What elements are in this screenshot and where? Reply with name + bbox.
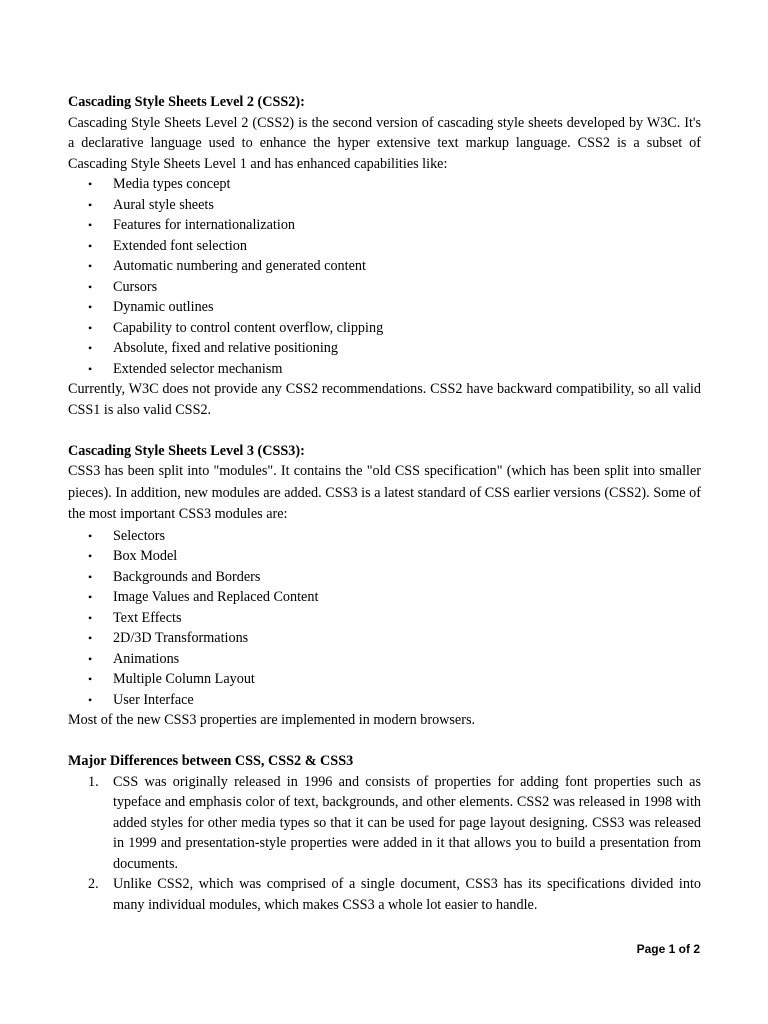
list-item: • Cursors [68, 277, 701, 298]
bullet-icon: • [88, 238, 93, 253]
list-item: • Extended font selection [68, 236, 701, 257]
bullet-icon: • [88, 631, 93, 645]
differences-list [68, 772, 701, 916]
bullet-icon: • [88, 590, 93, 604]
list-item: • Automatic numbering and generated content [68, 256, 701, 277]
css2-outro: Currently, W3C does not provide any CSS2 recommendations. CSS2 have backward compatibility, so all valid CSS1 is also valid CSS2. [68, 381, 701, 418]
list-item: • Multiple Column Layout [68, 669, 701, 690]
bullet-icon: • [88, 218, 93, 232]
css3-section [68, 441, 701, 731]
page-footer [637, 942, 700, 956]
css2-heading: Cascading Style Sheets Level 2 (CSS2): [68, 94, 305, 110]
list-item: • User Interface [68, 690, 701, 711]
list-item: • Backgrounds and Borders [68, 567, 701, 588]
list-item: 1. CSS was originally released in 1996 and consists of properties for adding font properties such as typeface and emphasis color of text, backgrounds, and other elements. CSS2 was released in 1998 with added styles for other media types so that it can be used for page layout designing. CSS3 was released in 1999 and presentation-style properties were added in it that allows you to build a presentation from documents. [88, 773, 701, 872]
bullet-icon: • [88, 300, 93, 314]
list-number: 1. [88, 773, 99, 790]
list-item: • Animations [68, 649, 701, 670]
bullet-icon: • [88, 177, 93, 191]
css2-section [68, 92, 701, 420]
list-item: • Text Effects [68, 608, 701, 629]
section-spacer [68, 420, 701, 441]
page-number: Page 1 of 2 [636, 942, 700, 956]
list-item: • Dynamic outlines [68, 297, 701, 318]
list-item: • 2D/3D Transformations [68, 628, 701, 649]
list-item: 2. Unlike CSS2, which was comprised of a single document, CSS3 has its specifications divided into many individual modules, which makes CSS3 a whole lot easier to handle. [88, 876, 701, 913]
list-item: • Absolute, fixed and relative positioning [68, 338, 701, 359]
bullet-icon: • [88, 341, 93, 355]
css3-heading: Cascading Style Sheets Level 3 (CSS3): [68, 442, 305, 459]
css2-feature-list [68, 174, 701, 379]
list-item: • Features for internationalization [68, 215, 701, 236]
differences-section [68, 751, 701, 915]
section-spacer [68, 731, 701, 752]
bullet-icon: • [88, 610, 93, 625]
list-item: • Image Values and Replaced Content [68, 587, 701, 608]
bullet-icon: • [88, 549, 93, 563]
list-item: • Capability to control content overflow, clipping [68, 318, 701, 339]
bullet-icon: • [88, 259, 93, 273]
list-item: • Selectors [68, 526, 701, 547]
document-page [68, 92, 701, 915]
list-item: • Box Model [68, 546, 701, 567]
bullet-icon: • [88, 651, 93, 666]
css2-intro: Cascading Style Sheets Level 2 (CSS2) is the second version of cascading style sheets developed by W3C. It's a declarative language used to enhance the hyper extensive text markup language. CSS2 is a subset of Cascading Style Sheets Level 1 and has enhanced capabilities like: [68, 114, 701, 172]
css3-intro: CSS3 has been split into "modules". It contains the "old CSS specification" (which has been split into smaller pieces). In addition, new modules are added. CSS3 is a latest standard of CSS earlier versions (CSS2). Some of the most important CSS3 modules are: [68, 463, 701, 522]
bullet-icon: • [88, 672, 93, 686]
list-item: • Extended selector mechanism [68, 359, 701, 380]
bullet-icon: • [88, 692, 93, 707]
css3-module-list [68, 526, 701, 711]
bullet-icon: • [88, 197, 93, 212]
bullet-icon: • [88, 528, 93, 543]
list-item: • Aural style sheets [68, 195, 701, 216]
differences-heading: Major Differences between CSS, CSS2 & CSS3 [68, 753, 354, 769]
list-item: • Media types concept [68, 174, 701, 195]
list-number: 2. [88, 876, 99, 892]
bullet-icon: • [88, 320, 93, 335]
css3-outro: Most of the new CSS3 properties are implemented in modern browsers. [68, 712, 476, 728]
bullet-icon: • [88, 361, 93, 376]
bullet-icon: • [88, 569, 93, 584]
bullet-icon: • [88, 279, 93, 294]
